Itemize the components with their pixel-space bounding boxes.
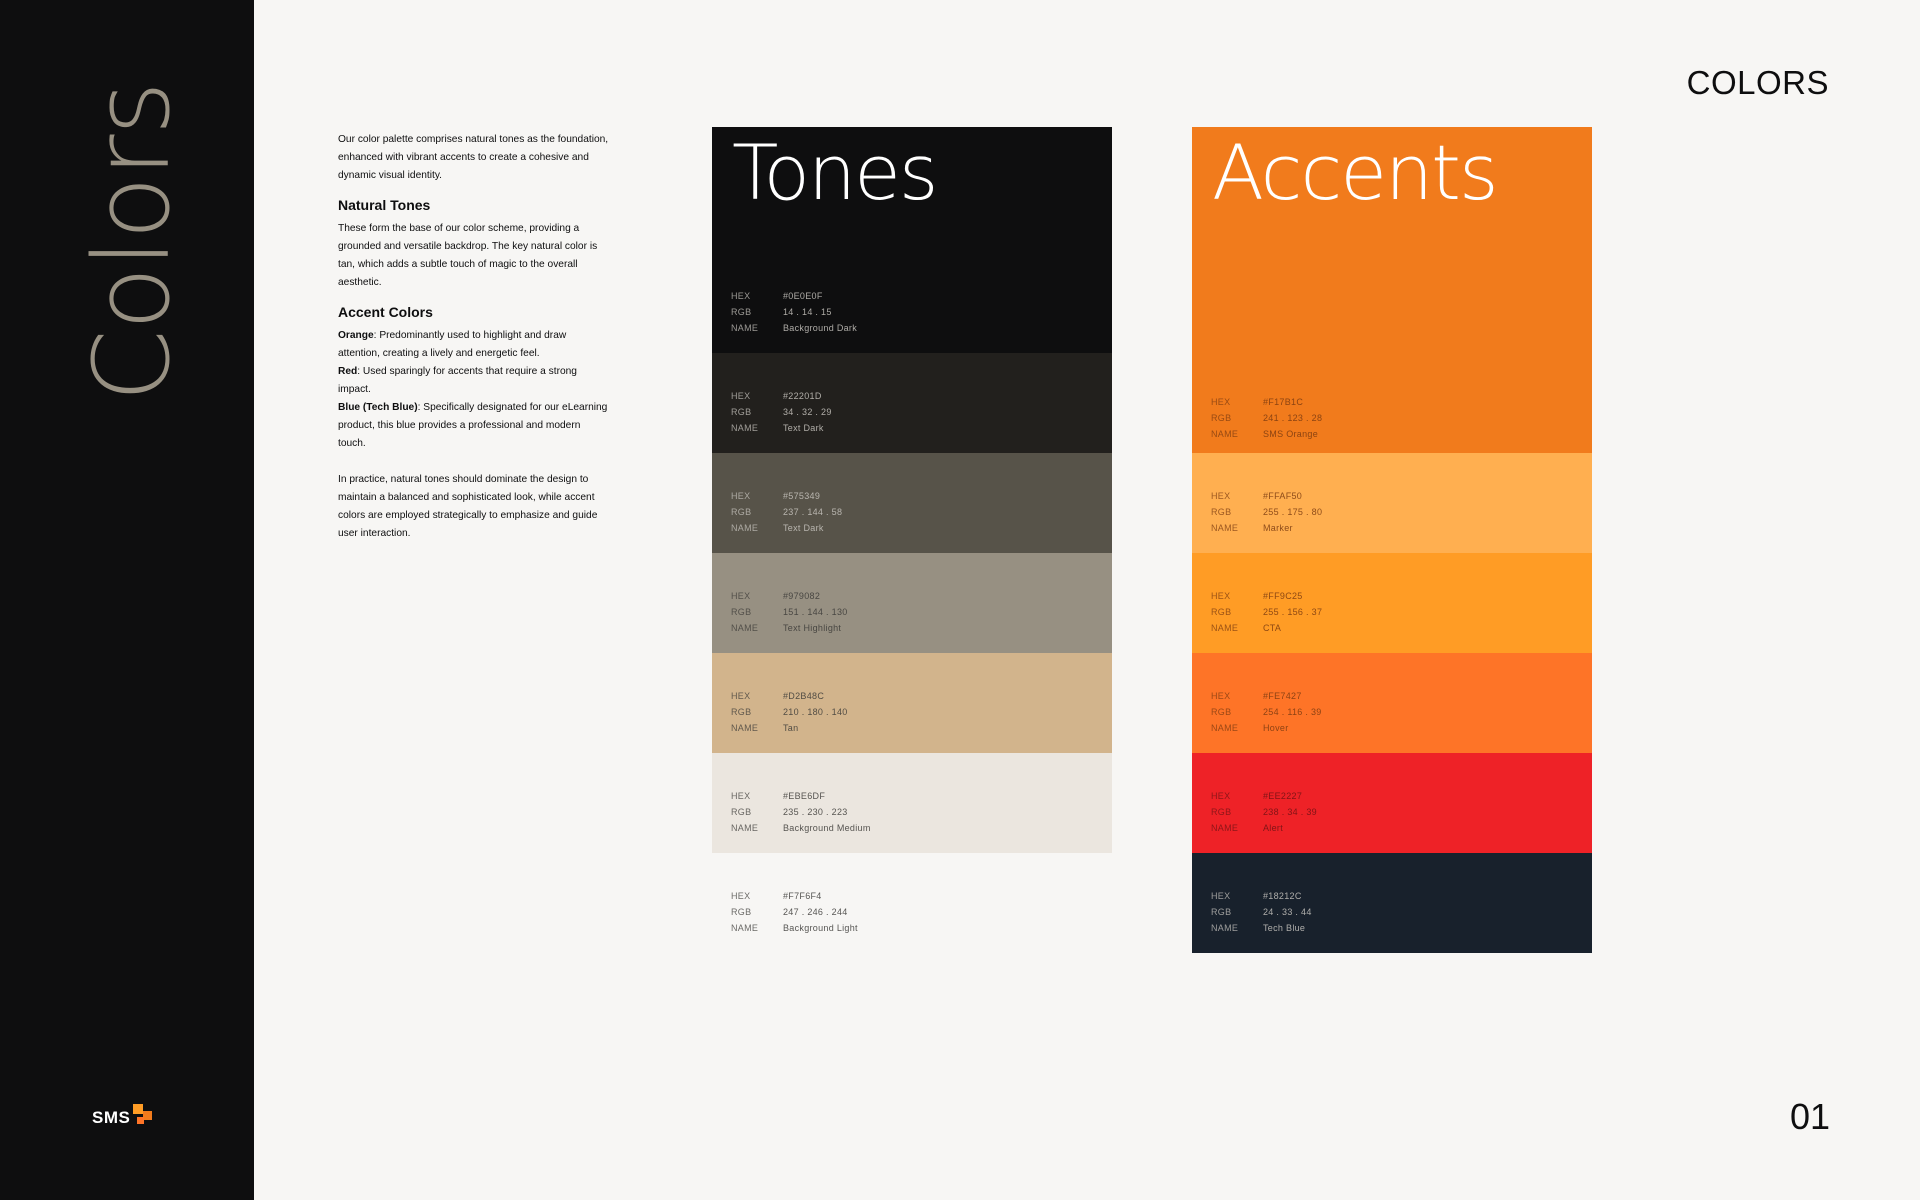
spec-label-name: NAME <box>731 823 759 833</box>
spec-value-rgb: 255 . 175 . 80 <box>1263 507 1323 517</box>
section-label: COLORS <box>1686 64 1829 101</box>
spec-value-name: Hover <box>1263 723 1289 733</box>
sms-logo <box>92 1108 153 1128</box>
spec-value-rgb: 255 . 156 . 37 <box>1263 607 1323 617</box>
spec-label-hex: HEX <box>1211 791 1231 801</box>
spec-label-hex: HEX <box>1211 591 1231 601</box>
spec-value-hex: #0E0E0F <box>783 291 823 301</box>
red-label: Red <box>338 366 358 377</box>
spec-label-hex: HEX <box>1211 397 1231 407</box>
spec-value-rgb: 238 . 34 . 39 <box>1263 807 1317 817</box>
spec-value-hex: #18212C <box>1263 891 1302 901</box>
spec-label-rgb: RGB <box>1211 807 1232 817</box>
spec-value-hex: #FFAF50 <box>1263 491 1303 501</box>
spec-label-name: NAME <box>731 623 759 633</box>
spec-value-name: Background Dark <box>783 323 858 333</box>
spec-label-rgb: RGB <box>1211 607 1232 617</box>
vertical-page-title: Colors <box>71 82 193 402</box>
spec-value-name: SMS Orange <box>1263 429 1319 439</box>
intro-text-column <box>338 131 610 543</box>
swatch-specs <box>731 388 832 436</box>
swatch-specs <box>1211 394 1322 442</box>
spec-label-rgb: RGB <box>731 307 752 317</box>
spec-value-hex: #FE7427 <box>1263 691 1302 701</box>
spec-value-name: CTA <box>1263 623 1282 633</box>
spec-label-name: NAME <box>1211 623 1239 633</box>
tones-swatch <box>712 553 1112 653</box>
spec-value-hex: #F7F6F4 <box>783 891 822 901</box>
spec-label-name: NAME <box>1211 429 1239 439</box>
sidebar <box>0 0 254 1200</box>
blue-text: : Specifically designated for our eLearning product, this blue provides a professional and modern touch. <box>338 402 608 449</box>
spec-label-rgb: RGB <box>731 607 752 617</box>
blue-description <box>338 399 610 453</box>
spec-value-name: Marker <box>1263 523 1293 533</box>
spec-label-rgb: RGB <box>1211 907 1232 917</box>
swatch-specs <box>731 788 871 836</box>
swatch-specs <box>731 888 858 936</box>
spec-label-rgb: RGB <box>1211 413 1232 423</box>
accents-title: Accents <box>1212 128 1497 217</box>
spec-value-rgb: 235 . 230 . 223 <box>783 807 848 817</box>
spec-value-name: Background Medium <box>783 823 871 833</box>
spec-label-hex: HEX <box>731 391 751 401</box>
page-number: 01 <box>1789 1096 1830 1137</box>
spec-label-hex: HEX <box>731 491 751 501</box>
spec-label-name: NAME <box>731 723 759 733</box>
spec-label-rgb: RGB <box>731 807 752 817</box>
spec-label-name: NAME <box>1211 723 1239 733</box>
spec-value-rgb: 241 . 123 . 28 <box>1263 413 1323 423</box>
spec-value-rgb: 210 . 180 . 140 <box>783 707 848 717</box>
spec-value-name: Tech Blue <box>1263 923 1306 933</box>
spec-value-hex: #22201D <box>783 391 822 401</box>
swatch-specs <box>1211 688 1322 736</box>
spec-label-hex: HEX <box>731 591 751 601</box>
accents-swatch <box>1192 553 1592 653</box>
tones-swatch <box>712 453 1112 553</box>
spec-label-hex: HEX <box>731 691 751 701</box>
tones-swatch <box>712 353 1112 453</box>
spec-value-hex: #EE2227 <box>1263 791 1303 801</box>
spec-value-hex: #979082 <box>783 591 821 601</box>
logo-squares-icon <box>133 1104 153 1124</box>
spec-label-name: NAME <box>731 923 759 933</box>
swatch-specs <box>731 288 857 336</box>
spec-value-rgb: 247 . 246 . 244 <box>783 907 848 917</box>
swatch-specs <box>731 488 842 536</box>
spec-value-name: Alert <box>1263 823 1284 833</box>
accents-swatch <box>1192 853 1592 953</box>
spec-label-name: NAME <box>731 523 759 533</box>
swatch-specs <box>1211 588 1322 636</box>
spec-label-name: NAME <box>1211 523 1239 533</box>
swatch-specs <box>731 688 848 736</box>
spec-label-name: NAME <box>731 323 759 333</box>
spec-value-hex: #EBE6DF <box>783 791 826 801</box>
swatch-specs <box>731 588 848 636</box>
spec-label-name: NAME <box>731 423 759 433</box>
spec-value-rgb: 14 . 14 . 15 <box>783 307 832 317</box>
spec-label-hex: HEX <box>1211 691 1231 701</box>
practice-paragraph: In practice, natural tones should dominate the design to maintain a balanced and sophisticated look, while accent colors are employed strategically to emphasize and guide user interaction. <box>338 474 598 539</box>
tones-title: Tones <box>732 128 937 217</box>
swatch-specs <box>1211 488 1322 536</box>
accents-swatch <box>1192 653 1592 753</box>
spec-label-rgb: RGB <box>1211 707 1232 717</box>
spec-value-rgb: 34 . 32 . 29 <box>783 407 832 417</box>
spec-value-hex: #FF9C25 <box>1263 591 1303 601</box>
logo-wordmark: SMS <box>92 1108 131 1127</box>
blue-label: Blue (Tech Blue) <box>338 402 418 413</box>
accents-panel <box>1192 127 1592 953</box>
spec-label-hex: HEX <box>731 291 751 301</box>
spec-label-rgb: RGB <box>731 507 752 517</box>
spec-label-hex: HEX <box>1211 491 1231 501</box>
spec-value-hex: #F17B1C <box>1263 397 1304 407</box>
accents-swatch <box>1192 753 1592 853</box>
spec-label-rgb: RGB <box>731 407 752 417</box>
spec-label-hex: HEX <box>1211 891 1231 901</box>
tones-swatch <box>712 853 1112 953</box>
tones-swatch <box>712 753 1112 853</box>
spec-label-name: NAME <box>1211 823 1239 833</box>
spec-label-rgb: RGB <box>1211 507 1232 517</box>
spec-value-rgb: 237 . 144 . 58 <box>783 507 843 517</box>
spec-label-rgb: RGB <box>731 907 752 917</box>
spec-value-name: Text Highlight <box>783 623 842 633</box>
spec-value-hex: #575349 <box>783 491 821 501</box>
spec-value-rgb: 254 . 116 . 39 <box>1263 707 1322 717</box>
red-text: : Used sparingly for accents that require a strong impact. <box>338 366 577 395</box>
spec-value-name: Text Dark <box>783 523 824 533</box>
accent-colors-heading: Accent Colors <box>338 304 433 320</box>
natural-tones-text: These form the base of our color scheme, providing a grounded and versatile backdrop. The key natural color is tan, which adds a subtle touch of magic to the overall aesthetic. <box>338 223 598 288</box>
tones-panel <box>712 127 1112 953</box>
spec-value-rgb: 151 . 144 . 130 <box>783 607 848 617</box>
tones-swatch <box>712 653 1112 753</box>
accents-swatch <box>1192 453 1592 553</box>
spec-value-name: Background Light <box>783 923 858 933</box>
orange-label: Orange <box>338 330 374 341</box>
intro-paragraph: Our color palette comprises natural tones as the foundation, enhanced with vibrant accents to create a cohesive and dynamic visual identity. <box>338 134 609 181</box>
swatch-specs <box>1211 788 1317 836</box>
spec-label-name: NAME <box>1211 923 1239 933</box>
spec-label-hex: HEX <box>731 791 751 801</box>
swatch-specs <box>1211 888 1312 936</box>
spec-value-rgb: 24 . 33 . 44 <box>1263 907 1312 917</box>
spec-value-name: Tan <box>783 723 799 733</box>
orange-text: : Predominantly used to highlight and draw attention, creating a lively and energetic feel. <box>338 330 567 359</box>
natural-tones-heading: Natural Tones <box>338 197 431 213</box>
spec-value-name: Text Dark <box>783 423 824 433</box>
spec-label-hex: HEX <box>731 891 751 901</box>
spec-label-rgb: RGB <box>731 707 752 717</box>
red-description <box>338 363 610 399</box>
orange-description <box>338 327 610 363</box>
spec-value-hex: #D2B48C <box>783 691 825 701</box>
